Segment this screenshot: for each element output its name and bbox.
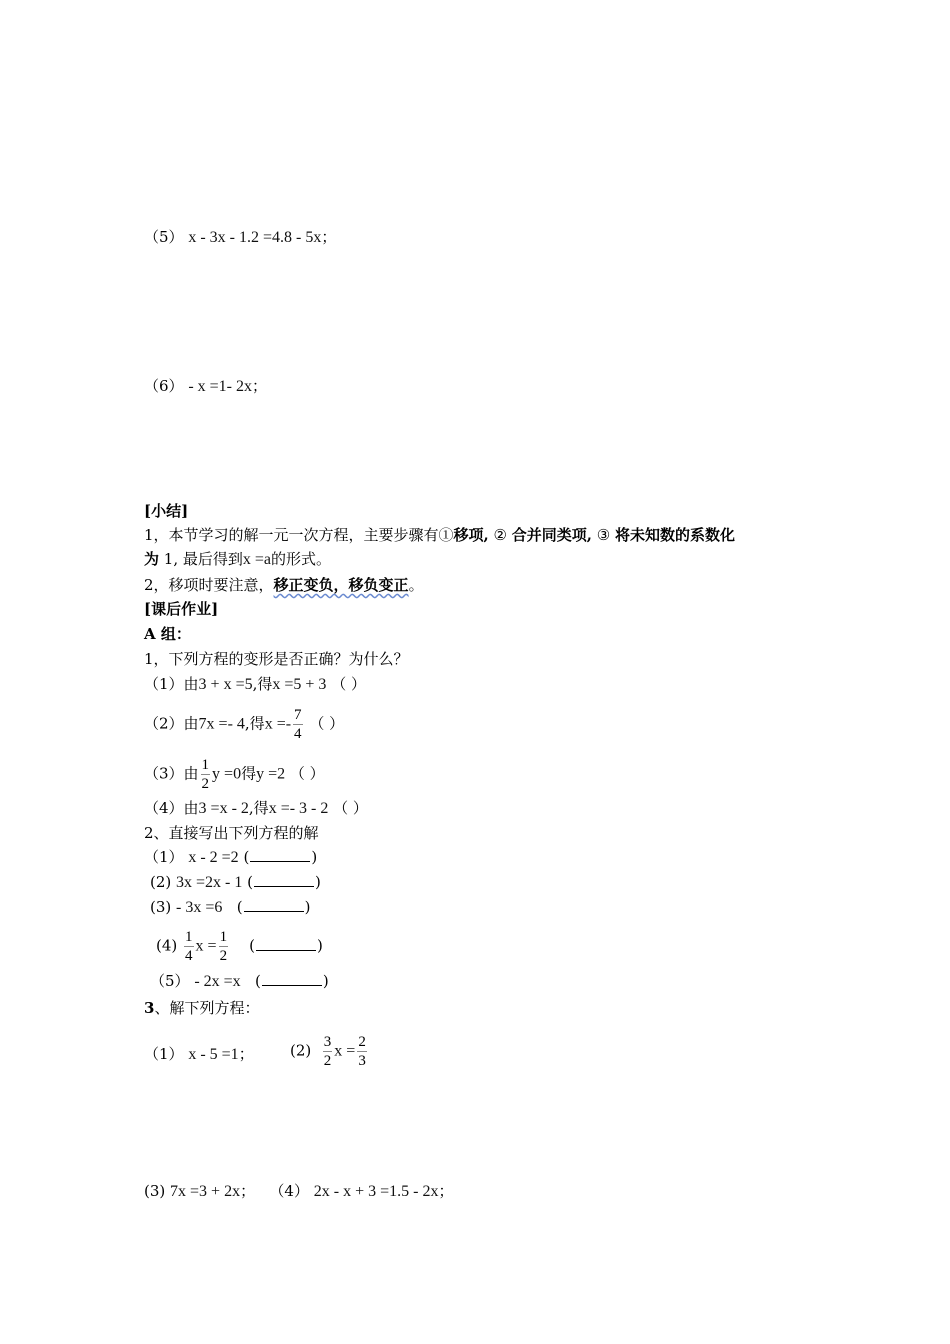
q1-item-4	[144, 797, 368, 820]
item-label: (2)	[150, 873, 172, 891]
summary-bold-text: 移项,	[453, 526, 489, 544]
semicolon: ；	[238, 1045, 254, 1063]
item-label: （1）由	[144, 675, 199, 693]
fraction-numerator: 1	[219, 929, 228, 945]
item-math: 2x - x + 3 =1.5 - 2x	[313, 1183, 439, 1200]
fraction-denominator: 2	[219, 948, 228, 964]
summary-point-2	[144, 574, 424, 596]
fraction	[323, 1033, 333, 1070]
item-label: (3)	[150, 898, 172, 916]
summary-text: 1, 最后得到	[159, 550, 243, 568]
answer-blank[interactable]	[256, 936, 316, 951]
homework-heading: [课后作业]	[144, 600, 219, 618]
summary-bold-text: 为	[144, 550, 160, 568]
close-paren: )	[322, 972, 329, 990]
q3-title-text: 、解下列方程：	[154, 999, 260, 1017]
q2-item-5	[150, 970, 329, 993]
q1-title: 1，下列方程的变形是否正确？为什么？	[144, 650, 409, 668]
summary-text: 的形式。	[271, 550, 332, 568]
summary-bold-text: 移正变负，移负变正	[273, 576, 409, 594]
fraction-numerator: 1	[201, 757, 210, 773]
fraction-denominator: 4	[294, 726, 302, 742]
open-paren: (	[236, 898, 243, 916]
item-math: x - 5 =1	[188, 1046, 239, 1063]
answer-blank[interactable]	[250, 847, 310, 862]
summary-bold-text: 将未知数的系数化	[614, 526, 735, 544]
equation-6	[144, 375, 267, 398]
equation-5	[144, 226, 336, 249]
item-math: 3 + x =5	[198, 676, 253, 693]
summary-bold-text: 合并同类项,	[511, 526, 592, 544]
item-text: ,得	[248, 799, 269, 817]
q2-title: 2、直接写出下列方程的解	[144, 824, 319, 842]
equation-expression: - x =1- 2x	[188, 378, 253, 395]
item-math: 3 =x - 2	[198, 800, 249, 817]
equation-label: （6）	[144, 377, 184, 395]
item-label: (3)	[144, 1182, 166, 1200]
item-label: (2)	[290, 1041, 312, 1060]
answer-parens: （ ）	[331, 675, 366, 693]
q1-item-3	[144, 756, 325, 793]
item-math: - 3x =6	[176, 899, 223, 916]
q2-item-3	[150, 896, 310, 919]
summary-text: 。	[408, 576, 424, 594]
item-math: x =	[334, 1042, 356, 1060]
semicolon: ；	[321, 228, 337, 246]
close-paren: )	[315, 873, 321, 891]
equation-expression: x - 3x - 1.2 =4.8 - 5x	[188, 229, 322, 246]
item-label: (4)	[156, 936, 178, 955]
fraction	[201, 756, 211, 793]
answer-parens: （ ）	[309, 714, 345, 733]
item-math: 3x =2x - 1	[176, 874, 243, 891]
item-label: （2）由	[144, 714, 199, 733]
item-label: （1）	[144, 1045, 184, 1063]
item-label: （5）	[150, 972, 190, 990]
item-text: ,得	[244, 714, 265, 733]
summary-text: ③	[592, 526, 615, 544]
answer-blank[interactable]	[254, 872, 314, 887]
fraction-denominator: 2	[201, 776, 210, 792]
fraction-denominator: 3	[358, 1053, 366, 1069]
summary-point-1-cont	[144, 548, 331, 571]
close-paren: )	[311, 848, 318, 866]
answer-parens: （ ）	[333, 799, 368, 817]
open-paren: (	[255, 972, 261, 990]
answer-blank[interactable]	[262, 971, 322, 986]
q3-title	[144, 997, 259, 1019]
q3-number: 3	[144, 999, 155, 1017]
q3-item-2	[290, 1033, 369, 1070]
item-math: 7x =3 + 2x	[170, 1183, 241, 1200]
item-math: y =2	[256, 765, 286, 783]
fraction-numerator: 7	[294, 707, 302, 723]
fraction	[293, 706, 303, 743]
close-paren: )	[304, 898, 311, 916]
q1-item-2	[144, 706, 344, 743]
group-a-heading: A 组：	[144, 625, 191, 643]
q3-item-3-4	[144, 1180, 453, 1203]
q2-item-1	[144, 846, 317, 869]
item-math: x =5 + 3	[272, 676, 327, 693]
fraction	[357, 1033, 367, 1070]
fraction-denominator: 2	[323, 1053, 332, 1069]
item-math: x =- 3 - 2	[268, 800, 329, 817]
q2-item-2	[150, 871, 321, 894]
fraction-numerator: 3	[323, 1034, 332, 1050]
close-paren: )	[317, 936, 323, 955]
semicolon: ；	[252, 377, 268, 395]
item-math: x =-	[264, 715, 292, 733]
item-text: ,得	[252, 675, 273, 693]
summary-math: x =a	[242, 551, 271, 568]
item-label: （4）由	[144, 799, 199, 817]
item-label: （4）	[269, 1182, 309, 1200]
summary-point-1	[144, 524, 735, 546]
item-label: （1）	[144, 848, 184, 866]
answer-blank[interactable]	[244, 897, 304, 912]
q1-item-1	[144, 673, 366, 696]
answer-parens: （ ）	[289, 764, 325, 783]
summary-text: 1，本节学习的解一元一次方程，主要步骤有①	[144, 526, 454, 544]
summary-text: 2，移项时要注意，	[144, 576, 274, 594]
open-paren: (	[249, 936, 255, 955]
item-math: x =	[195, 937, 217, 955]
semicolon: ；	[438, 1182, 454, 1200]
fraction	[184, 928, 194, 965]
summary-text: ②	[488, 526, 512, 544]
fraction-numerator: 2	[358, 1034, 366, 1050]
item-text: 得	[241, 764, 257, 783]
q2-item-4	[156, 928, 323, 965]
summary-heading: [小结]	[144, 502, 189, 520]
semicolon: ；	[240, 1182, 256, 1200]
item-math: - 2x =x	[194, 973, 241, 990]
q3-item-1	[144, 1043, 254, 1066]
item-math: 7x =- 4	[198, 715, 245, 733]
equation-label: （5）	[144, 228, 184, 246]
item-math: x - 2 =2	[188, 849, 239, 866]
item-math: y =0	[212, 765, 242, 783]
open-paren: (	[247, 873, 254, 891]
item-label: （3）由	[144, 764, 199, 783]
open-paren: (	[243, 848, 250, 866]
fraction	[219, 928, 229, 965]
fraction-numerator: 1	[185, 929, 193, 945]
fraction-denominator: 4	[185, 948, 193, 964]
